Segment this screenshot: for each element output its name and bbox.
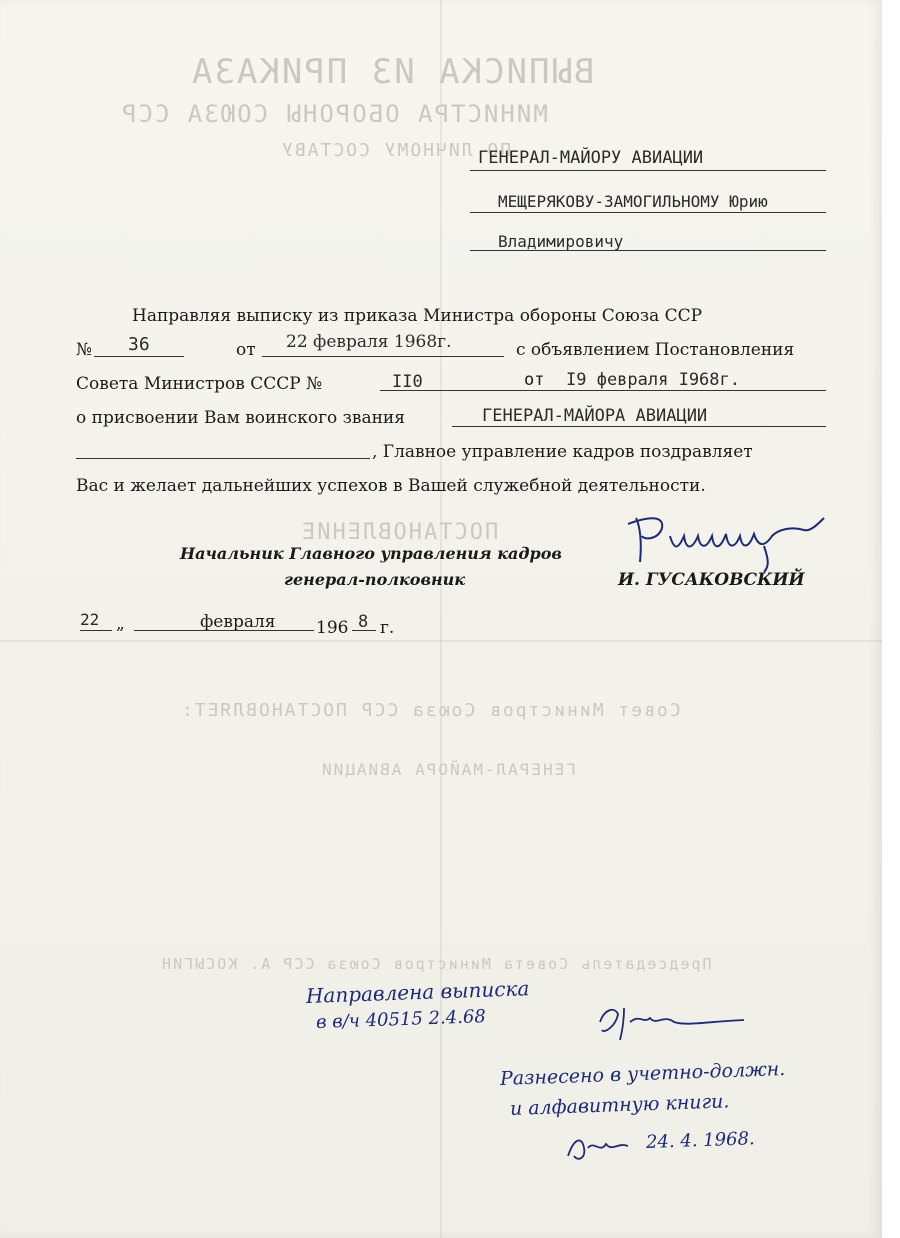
ghost-decree-title: ПОСТАНОВЛЕНИЕ bbox=[300, 520, 499, 545]
decree-date: I9 февраля I968г. bbox=[566, 370, 740, 390]
rule bbox=[262, 356, 504, 357]
rule bbox=[452, 426, 826, 427]
rule bbox=[94, 356, 184, 357]
addressee-line-3: Владимировичу bbox=[498, 232, 624, 251]
rule bbox=[352, 630, 376, 631]
handwritten-note-sent-2: в в/ч 40515 2.4.68 bbox=[315, 1006, 487, 1033]
fold-crease bbox=[440, 0, 442, 1238]
handwritten-note-registered-2: и алфавитную книги. bbox=[509, 1090, 730, 1120]
handwritten-date: 24. 4. 1968. bbox=[645, 1128, 756, 1153]
rule bbox=[470, 170, 826, 171]
ghost-heading-2: МИНИСТРА ОБОРОНЫ СОЮЗА ССР bbox=[120, 100, 548, 128]
addressee-line-1: ГЕНЕРАЛ-МАЙОРУ АВИАЦИИ bbox=[478, 148, 704, 168]
paragraph-line-3: Совета Министров СССР № bbox=[76, 374, 323, 394]
decree-from-label: от bbox=[524, 370, 545, 390]
date-day: 22 bbox=[80, 610, 100, 629]
rule bbox=[380, 390, 826, 391]
rule bbox=[470, 250, 826, 251]
from-label: от bbox=[236, 340, 256, 360]
date-quote: „ bbox=[116, 614, 125, 634]
ghost-heading-3: ПО ЛИЧНОМУ СОСТАВУ bbox=[280, 140, 512, 161]
date-year-suffix: 8 bbox=[358, 612, 369, 632]
date-year-end: г. bbox=[380, 618, 395, 638]
rule bbox=[134, 630, 314, 631]
paragraph-line-2-end: с объявлением Постановления bbox=[516, 340, 795, 360]
handwritten-initials bbox=[594, 1000, 754, 1044]
decree-number: II0 bbox=[392, 372, 423, 392]
handwritten-note-sent-1: Направлена выписка bbox=[305, 976, 530, 1008]
ghost-heading-1: ВЫПИСКА ИЗ ПРИКАЗА bbox=[190, 52, 595, 92]
ghost-decree-line: Совет Министров Союза ССР ПОСТАНОВЛЯЕТ: bbox=[180, 700, 681, 721]
paragraph-line-1: Направляя выписку из приказа Министра обороны Союза ССР bbox=[132, 306, 703, 326]
paragraph-line-5: , Главное управление кадров поздравляет bbox=[372, 442, 753, 462]
date-month: февраля bbox=[200, 612, 276, 632]
addressee-line-2: МЕЩЕРЯКОВУ-ЗАМОГИЛЬНОМУ Юрию bbox=[498, 192, 768, 211]
handwritten-note-registered-1: Разнесено в учетно-должн. bbox=[499, 1058, 786, 1090]
handwritten-signature-2 bbox=[564, 1130, 634, 1164]
signatory-title-2: генерал-полковник bbox=[284, 570, 466, 589]
signatory-name: И. ГУСАКОВСКИЙ bbox=[618, 570, 805, 590]
rule bbox=[76, 458, 370, 459]
date-year-prefix: 196 bbox=[316, 618, 349, 638]
order-number: 36 bbox=[128, 334, 150, 355]
rule bbox=[470, 212, 826, 213]
signatory-title-1: Начальник Главного управления кадров bbox=[180, 544, 562, 563]
rule bbox=[80, 630, 112, 631]
order-no-label: № bbox=[76, 340, 93, 360]
rank-value: ГЕНЕРАЛ-МАЙОРА АВИАЦИИ bbox=[482, 406, 708, 426]
signature-scribble bbox=[614, 506, 836, 576]
ghost-signatory: Председатель Совета Министров Союза ССР А. КОСЫГИН bbox=[160, 955, 712, 973]
ghost-rank: ГЕНЕРАЛ-МАЙОРА АВИАЦИИ bbox=[320, 760, 576, 779]
paragraph-line-4: о присвоении Вам воинского звания bbox=[76, 408, 405, 428]
paragraph-line-6: Вас и желает дальнейших успехов в Вашей служебной деятельности. bbox=[76, 476, 706, 496]
order-date: 22 февраля 1968г. bbox=[286, 332, 452, 352]
